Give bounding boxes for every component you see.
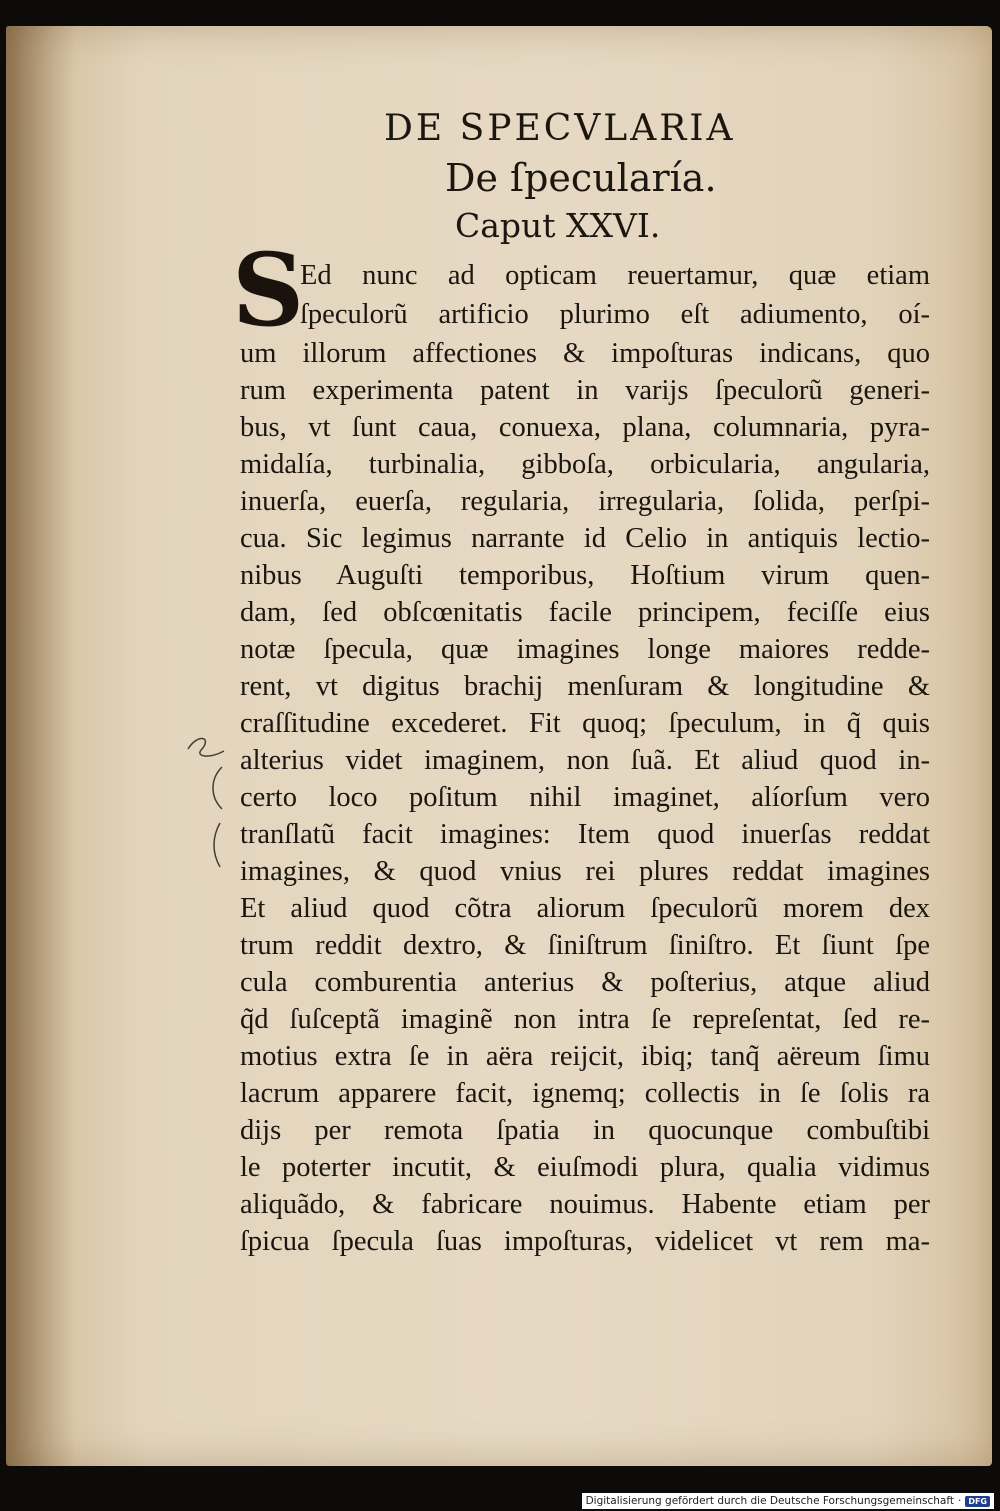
text-line: notæ ſpecula, quæ imagines longe maiores redde- (240, 634, 930, 665)
text-line: bus, vt ſunt caua, conuexa, plana, columnaria, pyra- (240, 412, 930, 443)
credit-separator: · (957, 1495, 962, 1507)
text-line: Ed nunc ad opticam reuertamur, quæ etiam (300, 260, 930, 291)
chapter-heading: Caput XXVI. (455, 206, 661, 245)
section-title: De ſpecularía. (445, 156, 717, 200)
text-line: motius extra ſe in aëra reijcit, ibiq; tanq̃ aëreum ſimu (240, 1041, 930, 1072)
text-line: nibus Auguſti temporibus, Hoſtium virum quen- (240, 560, 930, 591)
dfg-logo: DFG (965, 1496, 990, 1507)
text-line: inuerſa, euerſa, regularia, irregularia, ſolida, perſpi- (240, 486, 930, 517)
text-line: le poterter incutit, & eiuſmodi plura, qualia vidimus (240, 1152, 930, 1183)
text-line: midalía, turbinalia, gibboſa, orbicularia, angularia, (240, 449, 930, 480)
text-line: aliquãdo, & fabricare nouimus. Habente etiam per (240, 1189, 930, 1220)
text-line: q̃d ſuſceptã imaginẽ non intra ſe repreſentat, ſed re- (240, 1004, 930, 1035)
text-line: tranſlatũ facit imagines: Item quod inuerſas reddat (240, 819, 930, 850)
digitization-credit (582, 1493, 994, 1509)
text-line: certo loco poſitum nihil imaginet, alíorſum vero (240, 782, 930, 813)
running-header: DE SPECVLARIA (384, 108, 736, 149)
text-line: ſpicua ſpecula ſuas impoſturas, videlicet vt rem ma- (240, 1226, 930, 1257)
credit-text: Digitalisierung gefördert durch die Deutsche Forschungsgemeinschaft (585, 1495, 954, 1507)
text-line: lacrum apparere facit, ignemq; collectis in ſe ſolis ra (240, 1078, 930, 1109)
text-line: Et aliud quod cõtra aliorum ſpeculorũ morem dex (240, 893, 930, 924)
text-line: dijs per remota ſpatia in quocunque combuſtibi (240, 1115, 930, 1146)
text-line: craſſitudine excederet. Fit quoq; ſpeculum, in q̃ quis (240, 708, 930, 739)
text-line: imagines, & quod vnius rei plures reddat imagines (240, 856, 930, 887)
text-line: cua. Sic legimus narrante id Celio in antiquis lectio- (240, 523, 930, 554)
text-line: dam, ſed obſcœnitatis facile principem, feciſſe eius (240, 597, 930, 628)
text-line: um illorum affectiones & impoſturas indicans, quo (240, 338, 930, 369)
text-line: trum reddit dextro, & ſiniſtrum ſiniſtro. Et ſiunt ſpe (240, 930, 930, 961)
text-line: ſpeculorũ artificio plurimo eſt adiumento, oí- (300, 299, 930, 330)
text-line: rum experimenta patent in varijs ſpeculorũ generi- (240, 375, 930, 406)
drop-cap: S (232, 231, 305, 349)
handwritten-margin-mark (182, 727, 236, 917)
text-line: rent, vt digitus brachij menſuram & longitudine & (240, 671, 930, 702)
text-line: alterius videt imaginem, non ſuã. Et aliud quod in- (240, 745, 930, 776)
text-line: cula comburentia anterius & poſterius, atque aliud (240, 967, 930, 998)
